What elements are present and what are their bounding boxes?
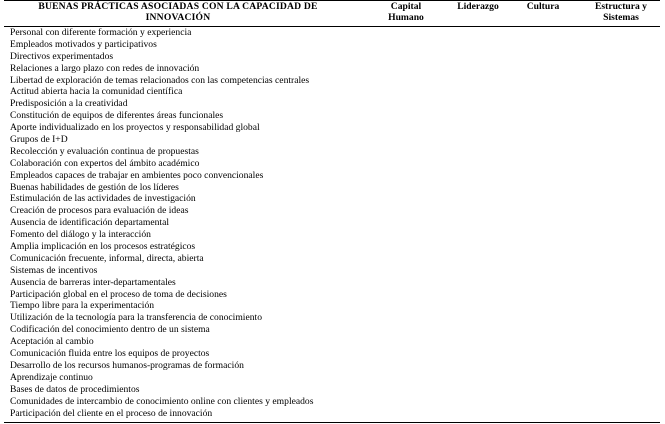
table-row: Comunicación fluida entre los equipos de proyectos xyxy=(10,348,210,360)
table-row: Empleados capaces de trabajar en ambientes poco convencionales xyxy=(10,169,264,181)
header-estructura-line2: Sistemas xyxy=(603,12,639,23)
table-row: Actitud abierta hacia la comunidad científica xyxy=(10,86,183,98)
table-row: Recolección y evaluación continua de propuestas xyxy=(10,145,199,157)
table-row: Aporte individualizado en los proyectos y responsabilidad global xyxy=(10,122,260,134)
table-row: Ausencia de barreras inter-departamentales xyxy=(10,276,176,288)
table-row: Estimulación de las actividades de investigación xyxy=(10,193,196,205)
header-liderazgo-label: Liderazgo xyxy=(457,1,499,12)
table-row: Bases de datos de procedimientos xyxy=(10,383,140,395)
header-cultura-label: Cultura xyxy=(526,1,560,12)
table-row: Personal con diferente formación y experiencia xyxy=(10,27,192,38)
table-row: Desarrollo de los recursos humanos-programas de formación xyxy=(10,359,244,371)
header-capital-line2: Humano xyxy=(388,12,424,23)
header-estructura-sistemas xyxy=(582,1,660,23)
table-row: Fomento del diálogo y la interacción xyxy=(10,229,151,241)
table-row: Constitución de equipos de diferentes áreas funcionales xyxy=(10,110,224,122)
header-estructura-line1: Estructura y xyxy=(595,1,647,12)
table-row: Codificación del conocimiento dentro de un sistema xyxy=(10,324,210,336)
table-row: Utilización de la tecnología para la transferencia de conocimiento xyxy=(10,312,262,324)
table-row: Libertad de exploración de temas relacionados con las competencias centrales xyxy=(10,74,310,86)
table-row: Comunidades de intercambio de conocimiento online con clientes y empleados xyxy=(10,395,314,407)
header-liderazgo xyxy=(448,1,508,12)
table-row: Tiempo libre para la experimentación xyxy=(10,300,155,312)
table-row: Aprendizaje continuo xyxy=(10,371,93,383)
table-row: Buenas habilidades de gestión de los líderes xyxy=(10,181,179,193)
table-row: Ausencia de identificación departamental xyxy=(10,217,170,229)
table-row: Colaboración con expertos del ámbito académico xyxy=(10,157,200,169)
table-row: Predisposición a la creatividad xyxy=(10,98,128,110)
table-row: Participación global en el proceso de toma de decisiones xyxy=(10,288,227,300)
header-practices-line2: INNOVACIÓN xyxy=(145,12,211,23)
table-row: Creación de procesos para evaluación de ideas xyxy=(10,205,189,217)
header-capital-humano xyxy=(382,1,430,23)
table-row: Aceptación al cambio xyxy=(10,336,94,348)
table-row: Relaciones a largo plazo con redes de innovación xyxy=(10,62,200,74)
table-row: Sistemas de incentivos xyxy=(10,264,98,276)
header-capital-line1: Capital xyxy=(390,1,422,12)
table-row: Participación del cliente en el proceso de innovación xyxy=(10,407,213,419)
table-row: Comunicación frecuente, informal, directa, abierta xyxy=(10,252,204,264)
table-row: Grupos de I+D xyxy=(10,134,68,146)
table-row: Amplia implicación en los procesos estratégicos xyxy=(10,241,196,253)
header-practices-line1: BUENAS PRÁCTICAS ASOCIADAS CON LA CAPACIDAD DE xyxy=(38,1,318,12)
table-bottom-rule xyxy=(4,422,660,423)
table-row: Empleados motivados y participativos xyxy=(10,38,157,50)
header-practices xyxy=(8,1,348,23)
table-row: Directivos experimentados xyxy=(10,50,114,62)
header-cultura xyxy=(518,1,568,12)
practices-list xyxy=(10,27,370,419)
